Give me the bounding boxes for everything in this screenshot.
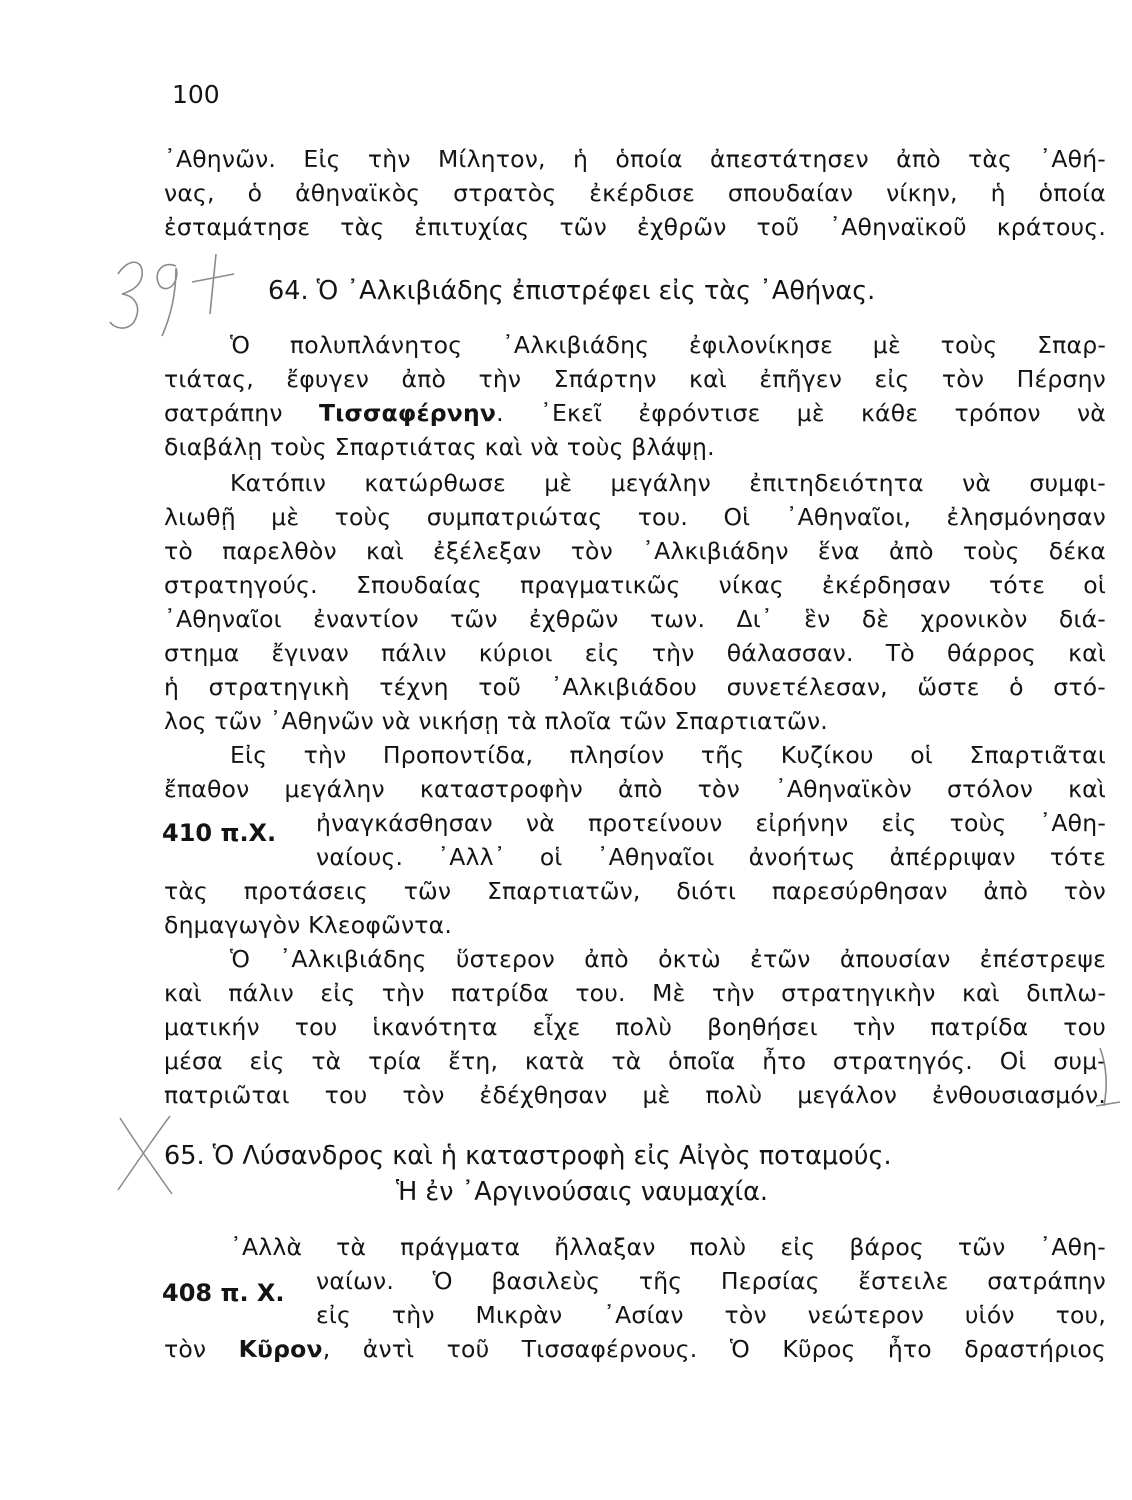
s64-p3-line-3: ἠναγκάσθησαν νὰ προτείνουν εἰρήνην εἰς τοὺς ᾿Αθη- — [316, 809, 1106, 837]
s65-p1-line-2: ναίων. Ὁ βασιλεὺς τῆς Περσίας ἔστειλε σατράπην — [316, 1267, 1106, 1295]
s64-p1-line-2: τιάτας, ἔφυγεν ἀπὸ τὴν Σπάρτην καὶ ἐπῆγεν εἰς τὸν Πέρσην — [164, 365, 1106, 393]
s64-p2-line-1: Κατόπιν κατώρθωσε μὲ μεγάλην ἐπιτηδειότητα νὰ συμφι- — [230, 469, 1106, 497]
s64-p4-line-5: πατριῶται του τὸν ἐδέχθησαν μὲ πολὺ μεγάλον ἐνθουσιασμόν. — [164, 1081, 1106, 1109]
s65-p1-line-1: ᾿Αλλὰ τὰ πράγματα ἤλλαξαν πολὺ εἰς βάρος τῶν ᾿Αθη- — [230, 1233, 1106, 1261]
s64-p1-line-3-pre: σατράπην — [164, 399, 319, 427]
s65-p1-line-4-pre: τὸν — [164, 1335, 239, 1363]
date-408-bc: 408 π. Χ. — [162, 1279, 285, 1307]
s64-p2-line-3: τὸ παρελθὸν καὶ ἐξέλεξαν τὸν ᾿Αλκιβιάδην ἕνα ἀπὸ τοὺς δέκα — [164, 537, 1106, 565]
s64-p2-line-6: στημα ἔγιναν πάλιν κύριοι εἰς τὴν θάλασσαν. Τὸ θάρρος καὶ — [164, 639, 1106, 667]
s64-p2-line-7: ἡ στρατηγικὴ τέχνη τοῦ ᾿Αλκιβιάδου συνετέλεσαν, ὥστε ὁ στό- — [164, 673, 1106, 701]
s64-p3-line-2: ἔπαθον μεγάλην καταστροφὴν ἀπὸ τὸν ᾿Αθηναϊκὸν στόλον καὶ — [164, 775, 1106, 803]
s64-p4-line-3: ματικήν του ἱκανότητα εἶχε πολὺ βοηθήσει τὴν πατρίδα του — [164, 1013, 1106, 1041]
s64-p2-line-4: στρατηγούς. Σπουδαίας πραγματικῶς νίκας ἐκέρδησαν τότε οἱ — [164, 571, 1106, 599]
intro-line-2: νας, ὁ ἀθηναϊκὸς στρατὸς ἐκέρδισε σπουδαίαν νίκην, ἡ ὁποία — [164, 179, 1106, 207]
s64-p1-line-3 — [164, 398, 1106, 428]
intro-line-1: ᾿Αθηνῶν. Εἰς τὴν Μίλητον, ἡ ὁποία ἀπεστάτησεν ἀπὸ τὰς ᾿Αθή- — [164, 145, 1106, 173]
s64-p3-line-6: δημαγωγὸν Κλεοφῶντα. — [164, 911, 452, 939]
section-65-heading-line-1: 65. Ὁ Λύσανδρος καὶ ἡ καταστροφὴ εἰς Αἰγὸς ποταμούς. — [164, 1141, 892, 1171]
s64-p1-line-1: Ὁ πολυπλάνητος ᾿Αλκιβιάδης ἐφιλονίκησε μὲ τοὺς Σπαρ- — [230, 331, 1106, 359]
s65-p1-line-4 — [164, 1334, 1106, 1364]
s64-p1-line-3-post: . ᾿Εκεῖ ἐφρόντισε μὲ κάθε τρόπον νὰ — [496, 399, 1106, 427]
name-tissaphernes: Τισσαφέρνην — [318, 399, 497, 427]
section-64-heading: 64. Ὁ ᾿Αλκιβιάδης ἐπιστρέφει εἰς τὰς ᾿Αθήνας. — [268, 276, 876, 306]
s64-p1-line-4: διαβάλῃ τοὺς Σπαρτιάτας καὶ νὰ τοὺς βλάψῃ. — [164, 433, 715, 461]
name-kyros: Κῦρον — [238, 1335, 323, 1363]
date-410-bc: 410 π.Χ. — [162, 819, 277, 847]
s64-p2-line-8: λος τῶν ᾿Αθηνῶν νὰ νικήσῃ τὰ πλοῖα τῶν Σπαρτιατῶν. — [164, 707, 828, 735]
s64-p4-line-2: καὶ πάλιν εἰς τὴν πατρίδα του. Μὲ τὴν στρατηγικὴν καὶ διπλω- — [164, 979, 1106, 1007]
s64-p2-line-2: λιωθῇ μὲ τοὺς συμπατριώτας του. Οἱ ᾿Αθηναῖοι, ἐλησμόνησαν — [164, 503, 1106, 531]
s64-p4-line-4: μέσα εἰς τὰ τρία ἔτη, κατὰ τὰ ὁποῖα ἦτο στρατηγός. Οἱ συμ- — [164, 1047, 1106, 1075]
s64-p2-line-5: ᾿Αθηναῖοι ἐναντίον τῶν ἐχθρῶν των. Δι᾿ ἓν δὲ χρονικὸν διά- — [164, 605, 1106, 633]
s65-p1-line-3: εἰς τὴν Μικρὰν ᾿Ασίαν τὸν νεώτερον υἱόν του, — [316, 1301, 1106, 1329]
pencil-margin-note-icon — [100, 236, 250, 346]
s64-p4-line-1: Ὁ ᾿Αλκιβιάδης ὕστερον ἀπὸ ὀκτὼ ἐτῶν ἀπουσίαν ἐπέστρεψε — [230, 945, 1106, 973]
page-number: 100 — [172, 80, 220, 109]
s64-p3-line-1: Εἰς τὴν Προποντίδα, πλησίον τῆς Κυζίκου οἱ Σπαρτιᾶται — [230, 741, 1106, 769]
s64-p3-line-4: ναίους. ᾿Αλλ᾿ οἱ ᾿Αθηναῖοι ἀνοήτως ἀπέρριψαν τότε — [316, 843, 1106, 871]
s64-p3-line-5: τὰς προτάσεις τῶν Σπαρτιατῶν, διότι παρεσύρθησαν ἀπὸ τὸν — [164, 877, 1106, 905]
section-65-heading-line-2: Ἡ ἐν ᾿Αργινούσαις ναυμαχία. — [396, 1177, 769, 1207]
intro-line-3: ἐσταμάτησε τὰς ἐπιτυχίας τῶν ἐχθρῶν τοῦ ᾿Αθηναϊκοῦ κράτους. — [164, 213, 1106, 241]
s65-p1-line-4-post: , ἀντὶ τοῦ Τισσαφέρνους. Ὁ Κῦρος ἦτο δραστήριος — [322, 1335, 1106, 1363]
